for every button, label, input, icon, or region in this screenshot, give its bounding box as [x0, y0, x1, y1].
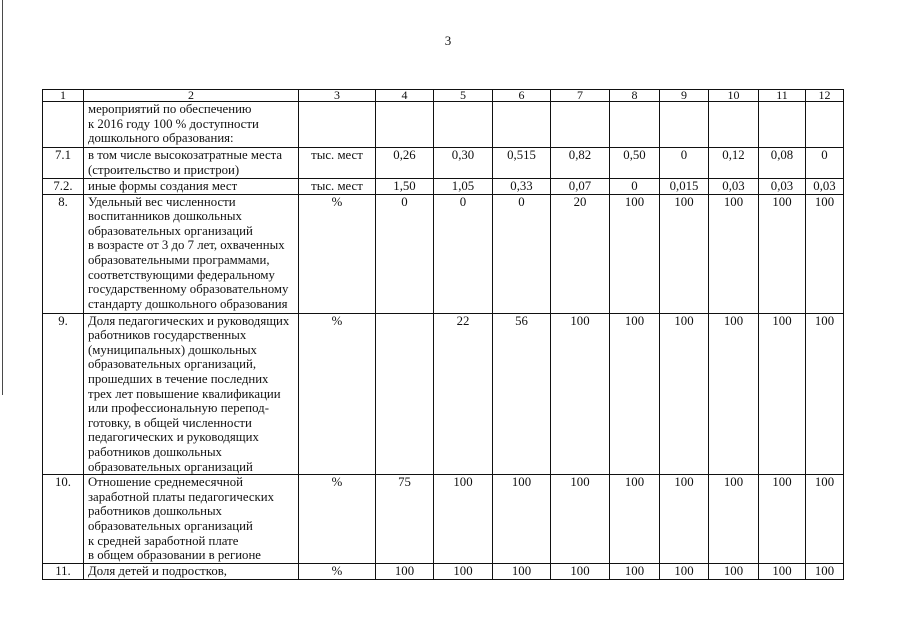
table-row: [43, 179, 844, 195]
value-cell-col-9: 100: [660, 194, 709, 313]
value-cell-col-7: 100: [551, 564, 610, 580]
description-line: образовательных организаций,: [88, 357, 257, 372]
value-cell-col-12: 100: [806, 313, 844, 475]
description-line: государственному образовательному: [88, 282, 289, 297]
row-number-cell: [43, 102, 84, 148]
description-line: образовательных организаций: [88, 518, 253, 533]
value-cell-col-12: 0,03: [806, 179, 844, 195]
column-header-5: 5: [434, 90, 493, 102]
value-cell-col-7: 0,82: [551, 148, 610, 179]
description-line: к 2016 году 100 % доступности: [88, 116, 259, 131]
value-cell-col-12: 0: [806, 148, 844, 179]
description-line: соответствующими федеральному: [88, 267, 275, 282]
value-cell-col-11: 100: [759, 564, 806, 580]
table-row: [43, 148, 844, 179]
description-line: Доля детей и подростков,: [88, 564, 227, 579]
indicator-description-cell: [84, 194, 299, 313]
value-cell-col-10: 100: [709, 475, 759, 564]
indicator-description-cell: [84, 475, 299, 564]
value-cell-col-4: 75: [376, 475, 434, 564]
description-line: образовательными программами,: [88, 252, 270, 267]
description-line: в общем образовании в регионе: [88, 548, 261, 563]
value-cell-col-9: 0: [660, 148, 709, 179]
row-number-cell: 11.: [43, 564, 84, 580]
value-cell-col-5: 22: [434, 313, 493, 475]
description-line: работников дошкольных: [88, 444, 222, 459]
description-line: стандарту дошкольного образования: [88, 296, 288, 311]
column-header-9: 9: [660, 90, 709, 102]
value-cell-col-8: 100: [610, 475, 660, 564]
unit-cell: тыс. мест: [299, 148, 376, 179]
value-cell-col-8: 0: [610, 179, 660, 195]
column-header-11: 11: [759, 90, 806, 102]
value-cell-col-6: [493, 102, 551, 148]
value-cell-col-7: 20: [551, 194, 610, 313]
column-header-12: 12: [806, 90, 844, 102]
description-line: работников дошкольных: [88, 504, 222, 519]
description-line: готовку, в общей численности: [88, 415, 252, 430]
column-header-1: 1: [43, 90, 84, 102]
value-cell-col-4: [376, 102, 434, 148]
value-cell-col-11: 0,03: [759, 179, 806, 195]
table-row: [43, 102, 844, 148]
row-number-cell: 10.: [43, 475, 84, 564]
row-number-cell: 8.: [43, 194, 84, 313]
value-cell-col-4: 100: [376, 564, 434, 580]
value-cell-col-12: 100: [806, 564, 844, 580]
unit-cell: %: [299, 313, 376, 475]
value-cell-col-5: 0: [434, 194, 493, 313]
value-cell-col-5: 1,05: [434, 179, 493, 195]
scan-edge-line: [2, 0, 3, 395]
description-line: образовательных организаций: [88, 459, 253, 474]
value-cell-col-7: [551, 102, 610, 148]
table-row: [43, 194, 844, 313]
value-cell-col-6: 100: [493, 475, 551, 564]
value-cell-col-10: 0,03: [709, 179, 759, 195]
unit-cell: тыс. мест: [299, 179, 376, 195]
indicator-description-cell: [84, 564, 299, 580]
description-line: заработной платы педагогических: [88, 489, 274, 504]
value-cell-col-10: 100: [709, 313, 759, 475]
column-header-6: 6: [493, 90, 551, 102]
description-line: в том числе высокозатратные места: [88, 148, 283, 162]
description-line: воспитанников дошкольных: [88, 209, 242, 224]
value-cell-col-7: 100: [551, 475, 610, 564]
value-cell-col-5: 100: [434, 564, 493, 580]
value-cell-col-7: 0,07: [551, 179, 610, 195]
value-cell-col-6: 0: [493, 194, 551, 313]
column-header-10: 10: [709, 90, 759, 102]
table-row: [43, 564, 844, 580]
value-cell-col-11: 0,08: [759, 148, 806, 179]
value-cell-col-9: [660, 102, 709, 148]
value-cell-col-5: 0,30: [434, 148, 493, 179]
value-cell-col-4: [376, 313, 434, 475]
indicators-table: [42, 89, 844, 580]
value-cell-col-6: 56: [493, 313, 551, 475]
description-line: мероприятий по обеспечению: [88, 102, 252, 116]
description-line: Отношение среднемесячной: [88, 475, 244, 490]
value-cell-col-10: 0,12: [709, 148, 759, 179]
value-cell-col-9: 0,015: [660, 179, 709, 195]
description-line: трех лет повышение квалификации: [88, 386, 281, 401]
table-header: [43, 90, 844, 102]
page-number: 3: [444, 33, 452, 48]
column-header-3: 3: [299, 90, 376, 102]
value-cell-col-8: 100: [610, 564, 660, 580]
value-cell-col-11: [759, 102, 806, 148]
table-body: [43, 102, 844, 580]
description-line: иные формы создания мест: [88, 179, 238, 193]
description-line: Удельный вес численности: [88, 194, 236, 209]
description-line: к средней заработной плате: [88, 533, 239, 548]
value-cell-col-8: 100: [610, 313, 660, 475]
description-line: дошкольного образования:: [88, 131, 234, 146]
description-line: (муниципальных) дошкольных: [88, 342, 257, 357]
row-number-cell: 7.1: [43, 148, 84, 179]
value-cell-col-8: 0,50: [610, 148, 660, 179]
description-line: педагогических и руководящих: [88, 430, 259, 445]
value-cell-col-9: 100: [660, 313, 709, 475]
indicator-description-cell: [84, 179, 299, 195]
value-cell-col-10: [709, 102, 759, 148]
value-cell-col-8: [610, 102, 660, 148]
value-cell-col-4: 0,26: [376, 148, 434, 179]
description-line: прошедших в течение последних: [88, 371, 269, 386]
value-cell-col-12: 100: [806, 194, 844, 313]
description-line: работников государственных: [88, 328, 247, 343]
row-number-cell: 9.: [43, 313, 84, 475]
table-header-row: [43, 90, 844, 102]
value-cell-col-6: 100: [493, 564, 551, 580]
value-cell-col-10: 100: [709, 564, 759, 580]
indicator-description-cell: [84, 148, 299, 179]
value-cell-col-12: [806, 102, 844, 148]
value-cell-col-12: 100: [806, 475, 844, 564]
value-cell-col-11: 100: [759, 194, 806, 313]
description-line: (строительство и пристрои): [88, 162, 240, 177]
column-header-2: 2: [84, 90, 299, 102]
indicator-description-cell: [84, 102, 299, 148]
value-cell-col-9: 100: [660, 564, 709, 580]
value-cell-col-6: 0,33: [493, 179, 551, 195]
unit-cell: %: [299, 475, 376, 564]
column-header-4: 4: [376, 90, 434, 102]
value-cell-col-10: 100: [709, 194, 759, 313]
description-line: или профессиональную перепод-: [88, 401, 269, 416]
unit-cell: [299, 102, 376, 148]
value-cell-col-5: 100: [434, 475, 493, 564]
unit-cell: %: [299, 194, 376, 313]
table-row: [43, 313, 844, 475]
description-line: в возрасте от 3 до 7 лет, охваченных: [88, 238, 285, 253]
value-cell-col-8: 100: [610, 194, 660, 313]
column-header-8: 8: [610, 90, 660, 102]
value-cell-col-11: 100: [759, 313, 806, 475]
value-cell-col-11: 100: [759, 475, 806, 564]
value-cell-col-7: 100: [551, 313, 610, 475]
row-number-cell: 7.2.: [43, 179, 84, 195]
value-cell-col-5: [434, 102, 493, 148]
description-line: образовательных организаций: [88, 223, 253, 238]
unit-cell: %: [299, 564, 376, 580]
description-line: Доля педагогических и руководящих: [88, 313, 290, 328]
value-cell-col-9: 100: [660, 475, 709, 564]
table-row: [43, 475, 844, 564]
value-cell-col-4: 1,50: [376, 179, 434, 195]
value-cell-col-4: 0: [376, 194, 434, 313]
indicator-description-cell: [84, 313, 299, 475]
column-header-7: 7: [551, 90, 610, 102]
value-cell-col-6: 0,515: [493, 148, 551, 179]
